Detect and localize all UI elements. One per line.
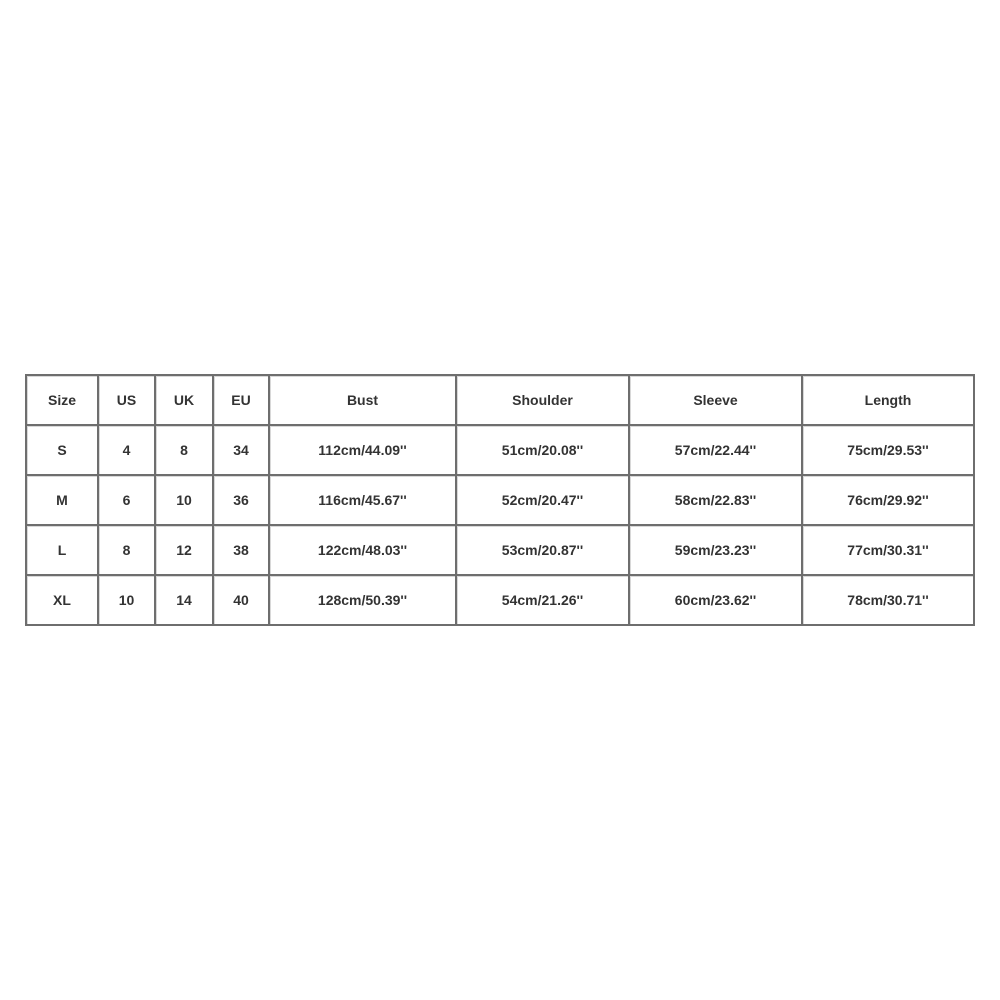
cell-length: 77cm/30.31'' [803,526,975,576]
header-uk: UK [156,376,214,426]
cell-length: 78cm/30.71'' [803,576,975,626]
cell-sleeve: 58cm/22.83'' [630,476,803,526]
cell-eu: 34 [214,426,270,476]
cell-shoulder: 53cm/20.87'' [457,526,630,576]
header-length: Length [803,376,975,426]
header-eu: EU [214,376,270,426]
table-row [27,576,975,626]
table-row [27,526,975,576]
header-us: US [99,376,156,426]
cell-shoulder: 52cm/20.47'' [457,476,630,526]
cell-us: 8 [99,526,156,576]
cell-bust: 116cm/45.67'' [270,476,457,526]
cell-sleeve: 60cm/23.62'' [630,576,803,626]
size-chart-table [25,374,975,626]
header-row [27,376,975,426]
cell-shoulder: 54cm/21.26'' [457,576,630,626]
cell-size: L [27,526,99,576]
header-bust: Bust [270,376,457,426]
cell-length: 76cm/29.92'' [803,476,975,526]
cell-size: XL [27,576,99,626]
cell-us: 4 [99,426,156,476]
header-sleeve: Sleeve [630,376,803,426]
cell-bust: 128cm/50.39'' [270,576,457,626]
cell-sleeve: 59cm/23.23'' [630,526,803,576]
cell-bust: 112cm/44.09'' [270,426,457,476]
cell-eu: 40 [214,576,270,626]
cell-bust: 122cm/48.03'' [270,526,457,576]
cell-uk: 14 [156,576,214,626]
cell-uk: 12 [156,526,214,576]
cell-size: M [27,476,99,526]
table-row [27,426,975,476]
header-size: Size [27,376,99,426]
table-row [27,476,975,526]
header-shoulder: Shoulder [457,376,630,426]
cell-uk: 10 [156,476,214,526]
cell-sleeve: 57cm/22.44'' [630,426,803,476]
cell-uk: 8 [156,426,214,476]
cell-eu: 38 [214,526,270,576]
cell-us: 10 [99,576,156,626]
cell-size: S [27,426,99,476]
cell-eu: 36 [214,476,270,526]
cell-length: 75cm/29.53'' [803,426,975,476]
cell-us: 6 [99,476,156,526]
cell-shoulder: 51cm/20.08'' [457,426,630,476]
